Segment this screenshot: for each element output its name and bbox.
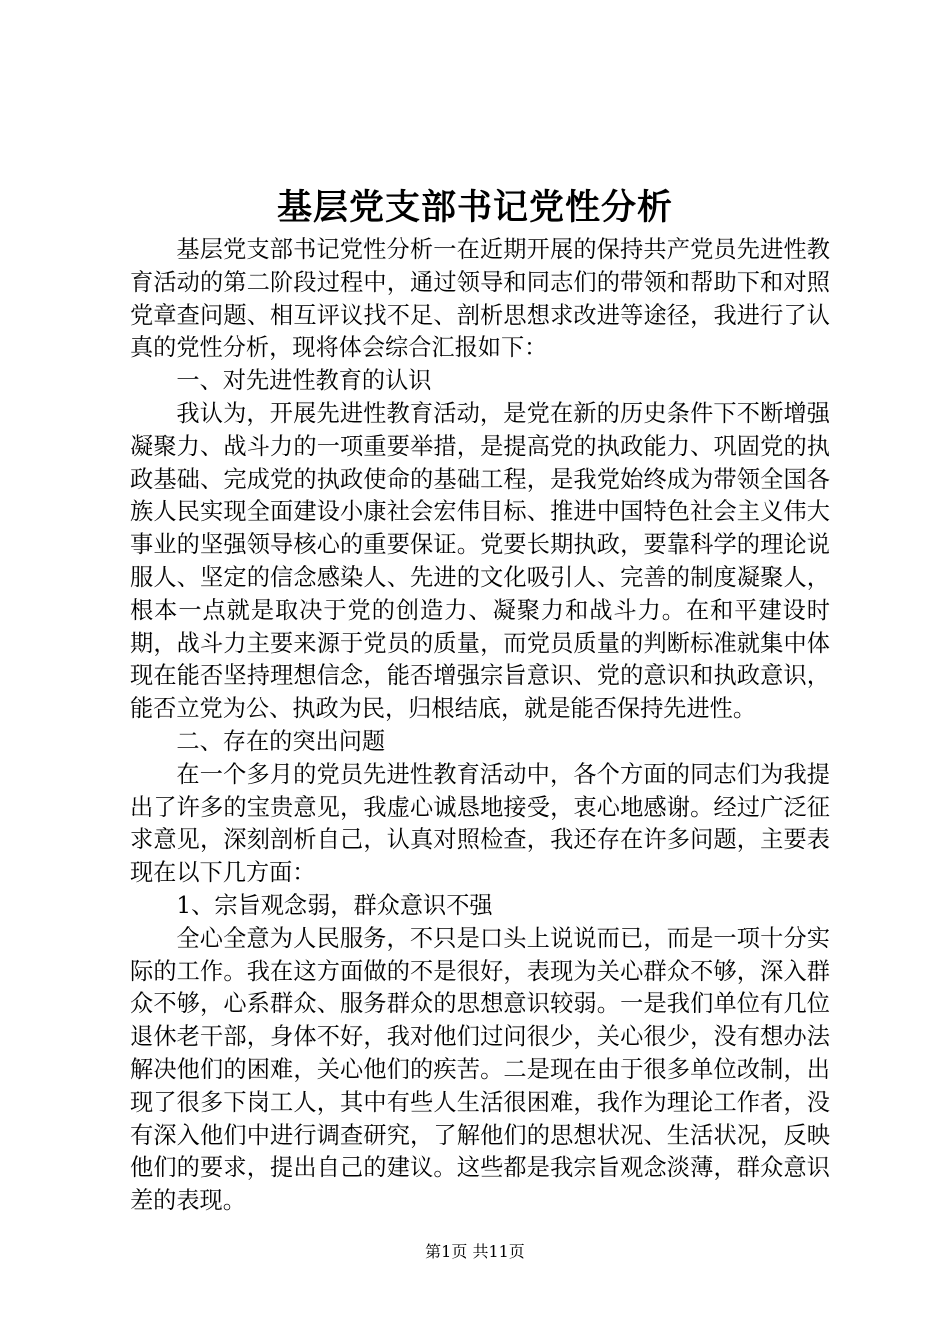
subsection-heading-1: 1、宗旨观念弱，群众意识不强 [176, 891, 493, 919]
document-title: 基层党支部书记党性分析 [276, 187, 673, 228]
paragraph-section-1: 我认为，开展先进性教育活动，是党在新的历史条件下不断增强凝聚力、战斗力的一项重要举措，是提高党的执政能力、巩固党的执政基础、完成党的执政使命的基础工程，是我党始终成为带领全国各族人民实现全面建设小康社会宏伟目标、推进中国特色社会主义伟大事业的坚强领导核心的重要保证。党要长期执政，要靠科学的理论说服人、坚定的信念感染人、先进的文化吸引人、完善的制度凝聚人，根本一点就是取决于党的创造力、凝聚力和战斗力。在和平建设时期，战斗力主要来源于党员的质量，而党员质量的判断标准就集中体现在能否坚持理想信念，能否增强宗旨意识、党的意识和执政意识，能否立党为公、执政为民，归根结底，就是能否保持先进性。 [130, 399, 830, 723]
document-body [130, 234, 830, 1218]
paragraph-subsection-1: 全心全意为人民服务，不只是口头上说说而已，而是一项十分实际的工作。我在这方面做的不是很好，表现为关心群众不够，深入群众不够，心系群众、服务群众的思想意识较弱。一是我们单位有几位退休老干部，身体不好，我对他们过问很少，关心很少，没有想办法解决他们的困难，关心他们的疾苦。二是现在由于很多单位改制，出现了很多下岗工人，其中有些人生活很困难，我作为理论工作者，没有深入他们中进行调查研究，了解他们的思想状况、生活状况，反映他们的要求，提出自己的建议。这些都是我宗旨观念淡薄，群众意识差的表现。 [130, 924, 830, 1215]
paragraph-section-2: 在一个多月的党员先进性教育活动中，各个方面的同志们为我提出了许多的宝贵意见，我虚心诚恳地接受，衷心地感谢。经过广泛征求意见，深刻剖析自己，认真对照检查，我还存在许多问题，主要表现在以下几方面： [130, 760, 830, 887]
page-number-footer: 第1页 共11页 [425, 1242, 525, 1261]
section-heading-2: 二、存在的突出问题 [176, 727, 386, 755]
paragraph-intro: 基层党支部书记党性分析一在近期开展的保持共产党员先进性教育活动的第二阶段过程中，通过领导和同志们的带领和帮助下和对照党章查问题、相互评议找不足、剖析思想求改进等途径，我进行了认真的党性分析，现将体会综合汇报如下： [130, 236, 830, 362]
section-heading-1: 一、对先进性教育的认识 [176, 367, 432, 395]
